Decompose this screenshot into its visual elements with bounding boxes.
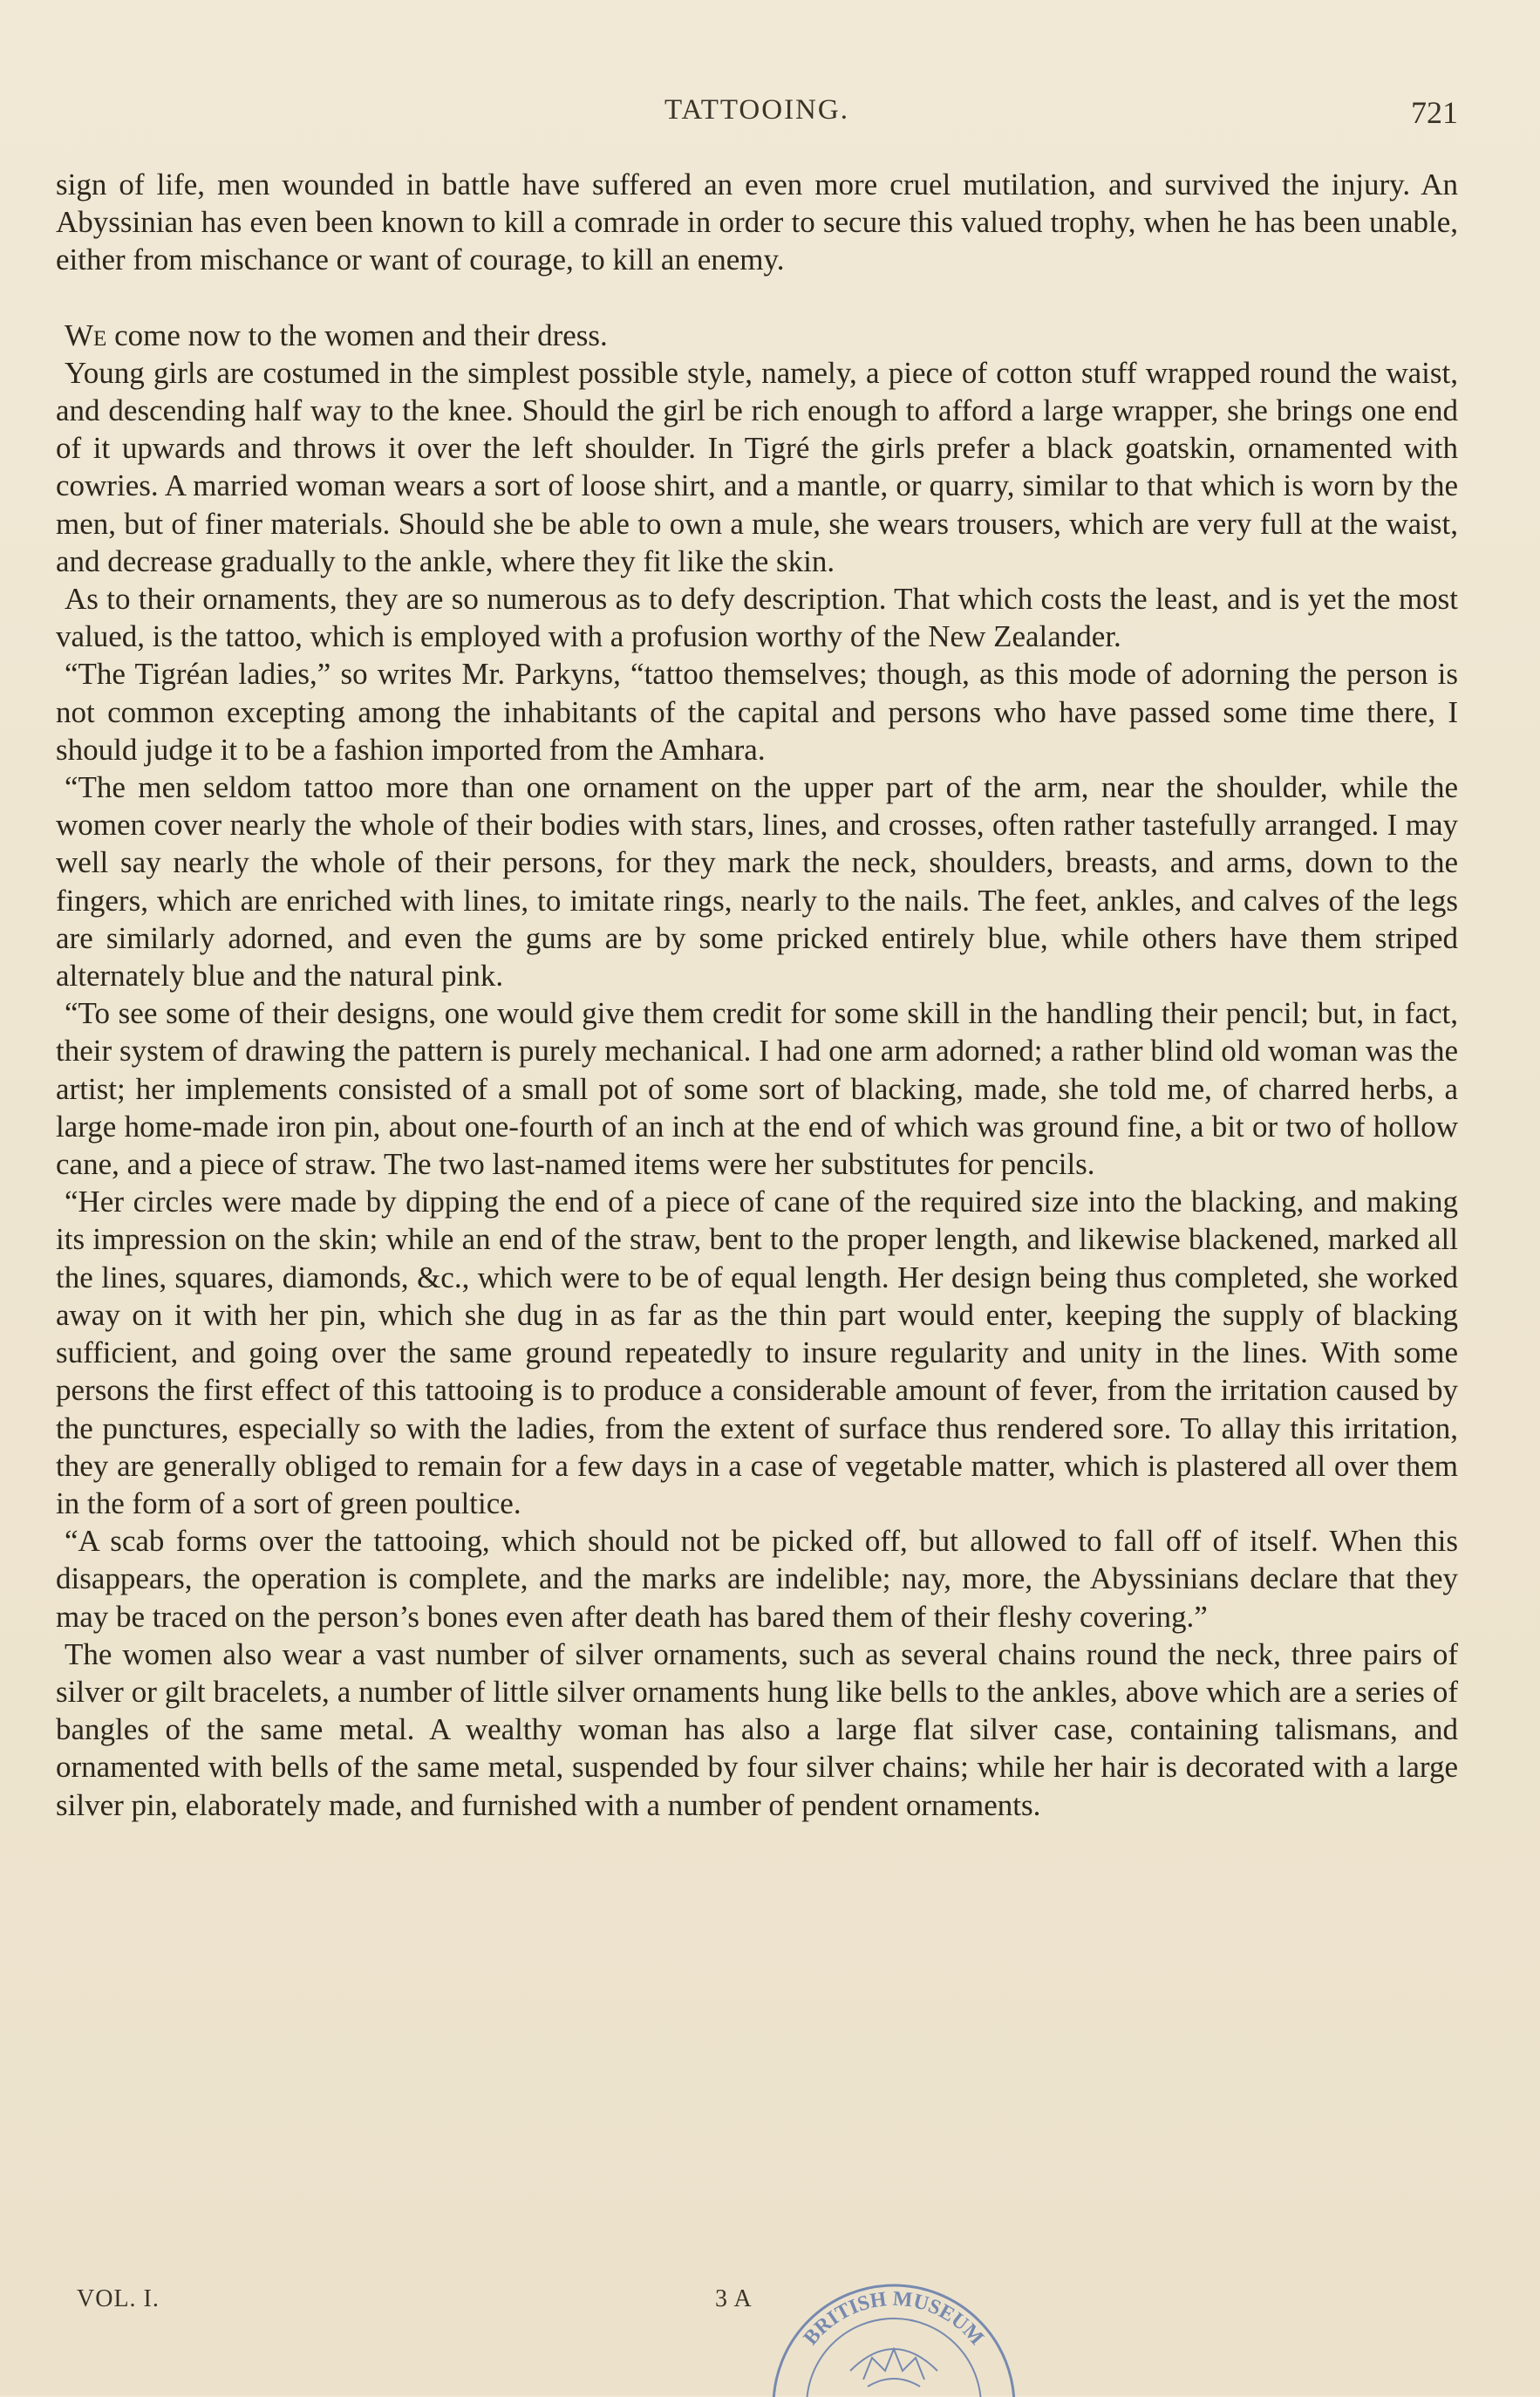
paragraph-10: The women also wear a vast number of silver ornaments, such as several chains round the neck, three pairs of silver or gilt bracelets, a number of little silver ornaments hung like bells to the ankles, above which are a series of bangles of the same metal. A wealthy woman has also a large flat silver case, containing talismans, and ornamented with bells of the same metal, suspended by four silver chains; while her hair is decorated with a large silver pin, elaborately made, and furnished with a number of pendent ornaments. — [56, 1636, 1458, 1822]
paragraph-4: As to their ornaments, they are so numerous as to defy description. That which costs the least, and is yet the most valued, is the tattoo, which is employed with a profusion worthy of the New Zealander. — [56, 582, 1458, 654]
signature-mark: 3 A — [715, 2285, 753, 2312]
paragraph-2-text: come now to the women and their dress. — [106, 318, 608, 352]
page-number: 721 — [1411, 95, 1458, 130]
drop-word: We — [65, 318, 107, 352]
page-footer — [56, 2285, 1458, 2320]
paragraph-9: “A scab forms over the tattooing, which should not be picked off, but allowed to fall off of itself. When this disappears, the operation is complete, and the marks are indelible; nay, more, the Abyssinians declare that they may be traced on the person’s bones even after death has bared them of their fleshy covering.” — [56, 1524, 1458, 1634]
paragraph-8: “Her circles were made by dipping the end of a piece of cane of the required size into the blacking, and making its impression on the skin; while an end of the straw, bent to the proper length, and likewise blackened, marked all the lines, squares, diamonds, &c., which were to be of equal length. Her design being thus completed, she worked away on it with her pin, which she dug in as far as the thin part would enter, keeping the supply of blacking sufficient, and going over the same ground repeatedly to insure regularity and unity in the lines. With some persons the first effect of this tattooing is to produce a considerable amount of fever, from the irritation caused by the punctures, especially so with the ladies, from the extent of surface thus rendered sore. To allay this irritation, they are generally obliged to remain for a few days in a case of vegetable matter, which is plastered all over them in the form of a sort of green poultice. — [56, 1185, 1458, 1520]
paragraph-2 — [56, 317, 1458, 354]
volume-label: VOL. I. — [77, 2285, 160, 2312]
body-text — [56, 166, 1458, 1824]
paragraph-5: “The Tigréan ladies,” so writes Mr. Parkyns, “tattoo themselves; though, as this mode of adorning the person is not common excepting among the inhabitants of the capital and persons who have passed some time there, I should judge it to be a fashion imported from the Amhara. — [56, 657, 1458, 767]
museum-stamp-icon — [767, 2275, 1020, 2397]
paragraph-6: “The men seldom tattoo more than one ornament on the upper part of the arm, near the shoulder, while the women cover nearly the whole of their bodies with stars, lines, and crosses, often rather tastefully arranged. I may well say nearly the whole of their persons, for they mark the neck, shoulders, breasts, and arms, down to the fingers, which are enriched with lines, to imitate rings, nearly to the nails. The feet, ankles, and calves of the legs are similarly adorned, and even the gums are by some pricked entirely blue, while others have them striped alternately blue and the natural pink. — [56, 770, 1458, 994]
stamp-lettering: BRITISH MUSEUM — [799, 2287, 989, 2350]
stamp-graphic — [767, 2275, 1020, 2397]
paragraph-3: Young girls are costumed in the simplest possible style, namely, a piece of cotton stuff wrapped round the waist, and descending half way to the knee. Should the girl be rich enough to afford a large wrapper, she brings one end of it upwards and throws it over the left shoulder. In Tigré the girls prefer a black goatskin, ornamented with cowries. A married woman wears a sort of loose shirt, and a mantle, or quarry, similar to that which is worn by the men, but of finer materials. Should she be able to own a mule, she wears trousers, which are very full at the waist, and decrease gradually to the ankle, where they fit like the skin. — [56, 355, 1458, 578]
running-header — [56, 94, 1458, 133]
paragraph-1: sign of life, men wounded in battle have suffered an even more cruel mutilation, and survived the injury. An Abyssinian has even been known to kill a comrade in order to secure this valued trophy, when he has been unable, either from mischance or want of courage, to kill an enemy. — [56, 167, 1458, 277]
running-title: TATTOOING. — [664, 94, 849, 126]
paragraph-7: “To see some of their designs, one would give them credit for some skill in the handling their pencil; but, in fact, their system of drawing the pattern is purely mechanical. I had one arm adorned; a rather blind old woman was the artist; her implements consisted of a small pot of some sort of blacking, made, she told me, of charred herbs, a large home-made iron pin, about one-fourth of an inch at the end of which was ground fine, a bit or two of hollow cane, and a piece of straw. The two last-named items were her substitutes for pencils. — [56, 996, 1458, 1182]
